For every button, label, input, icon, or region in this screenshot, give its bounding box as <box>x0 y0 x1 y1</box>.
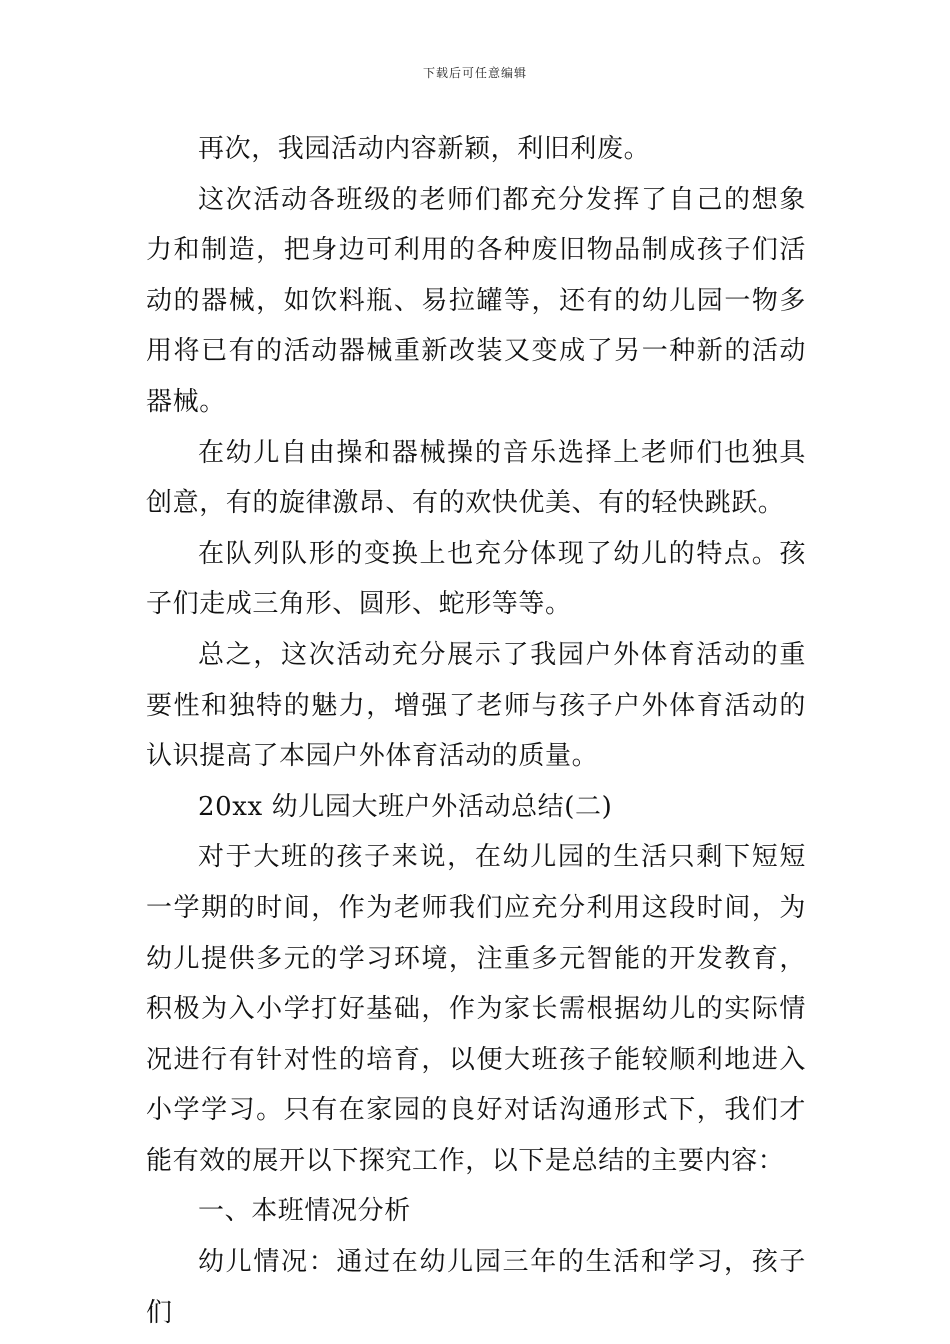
paragraph-introduction: 对于大班的孩子来说，在幼儿园的生活只剩下短短一学期的时间，作为老师我们应充分利用这段时间，为幼儿提供多元的学习环境，注重多元智能的开发教育，积极为入小学打好基础，作为家长需根据幼儿的实际情况进行有针对性的培育，以便大班孩子能较顺利地进入小学学习。只有在家园的良好对话沟通形式下，我们才能有效的展开以下探究工作，以下是总结的主要内容： <box>146 842 806 1176</box>
paragraph-child-situation: 幼儿情况：通过在幼儿园三年的生活和学习，孩子们 <box>146 1247 806 1328</box>
paragraph-teacher-creativity: 这次活动各班级的老师们都充分发挥了自己的想象力和制造，把身边可利用的各种废旧物品制成孩子们活动的器械，如饮料瓶、易拉罐等，还有的幼儿园一物多用将已有的活动器械重新改装又变成了另一种新的活动器械。 <box>146 184 806 417</box>
paragraph-conclusion: 总之，这次活动充分展示了我园户外体育活动的重要性和独特的魅力，增强了老师与孩子户外体育活动的认识提高了本园户外体育活动的质量。 <box>146 639 806 772</box>
page-header-note: 下载后可任意编辑 <box>422 66 527 80</box>
section-heading-class-analysis: 一、本班情况分析 <box>198 1196 411 1227</box>
paragraph-music-selection: 在幼儿自由操和器械操的音乐选择上老师们也独具创意，有的旋律激昂、有的欢快优美、有的轻快跳跃。 <box>146 437 806 519</box>
document-body <box>146 124 806 1338</box>
section-title: 20xx 幼儿园大班户外活动总结(二) <box>198 791 613 822</box>
paragraph-formation: 在队列队形的变换上也充分体现了幼儿的特点。孩子们走成三角形、圆形、蛇形等等。 <box>146 538 806 620</box>
paragraph-reuse-materials: 再次，我园活动内容新颖，利旧利废。 <box>198 134 651 164</box>
